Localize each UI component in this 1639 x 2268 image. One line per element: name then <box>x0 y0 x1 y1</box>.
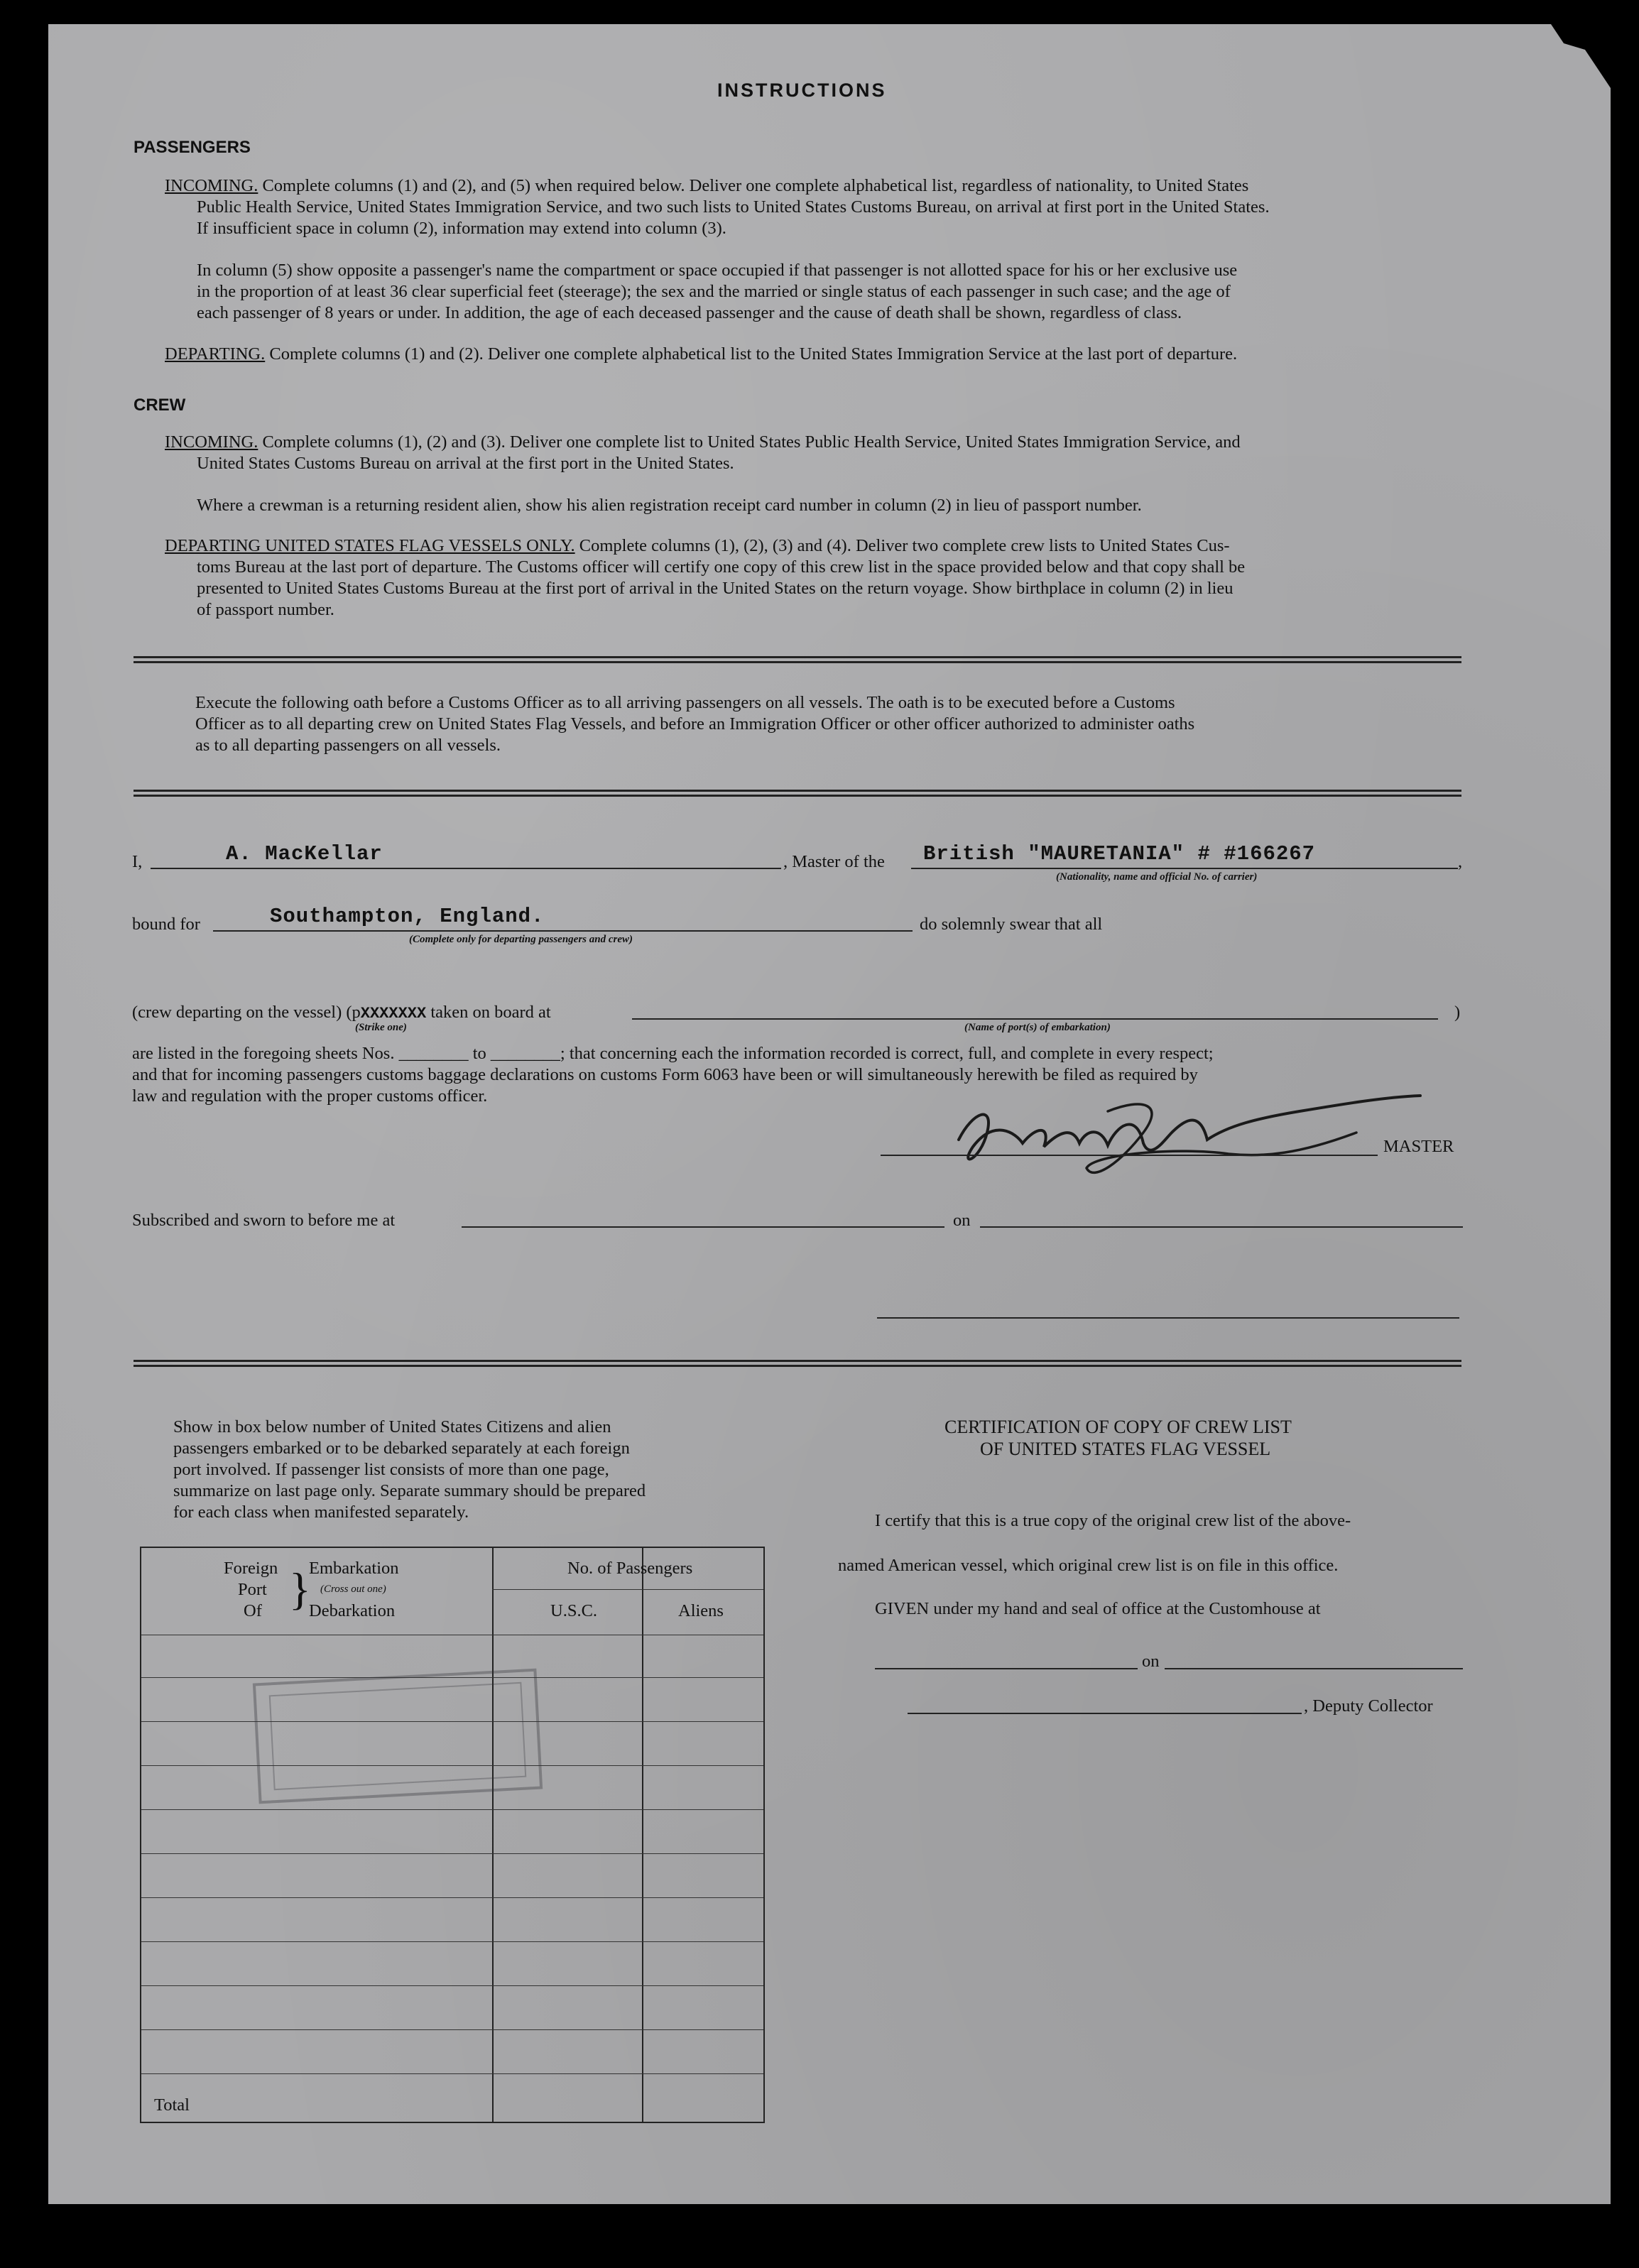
vessel-info: British "MAURETANIA" # #166267 <box>923 842 1316 866</box>
crew-heading: CREW <box>134 396 186 415</box>
taken-label: taken on board at <box>430 1003 551 1022</box>
vessel-line <box>911 868 1458 869</box>
summary-line3: port involved. If passenger list consists of more than one page, <box>173 1460 609 1479</box>
certification-line1: I certify that this is a true copy of the original crew list of the above- <box>875 1511 1351 1530</box>
divider-1 <box>134 656 1461 663</box>
close-paren: ) <box>1454 1003 1461 1022</box>
port-caption: (Name of port(s) of embarkation) <box>964 1022 1111 1033</box>
passengers-incoming-line2: Public Health Service, United States Immigration Service, and two such lists to United States Customs Bureau, on arrival at first port in the United States. <box>197 197 1270 217</box>
master-name-line <box>151 868 781 869</box>
crew-departing-label: DEPARTING UNITED STATES FLAG VESSELS ONLY. <box>165 536 575 555</box>
certification-heading2: OF UNITED STATES FLAG VESSEL <box>980 1439 1271 1459</box>
crew-returning-text: Where a crewman is a returning resident alien, show his alien registration receipt card number in column (2) in lieu of passport number. <box>197 496 1142 515</box>
crew-incoming-line1 <box>165 432 1461 453</box>
passengers-heading: PASSENGERS <box>134 138 251 157</box>
passengers-incoming-label: INCOMING. <box>165 176 258 195</box>
crew-incoming-line2: United States Customs Bureau on arrival at the first port in the United States. <box>197 454 734 473</box>
table-aliens: Aliens <box>678 1601 724 1620</box>
table-usc: U.S.C. <box>550 1601 598 1620</box>
table-row <box>141 1985 763 1986</box>
oath-instructions-line2: Officer as to all departing crew on United States Flag Vessels, and before an Immigration Officer or other officer authorized to administer oaths <box>195 714 1195 734</box>
swear-text: do solemnly swear that all <box>920 915 1103 934</box>
col5-line3: each passenger of 8 years or under. In addition, the age of each deceased passenger and the cause of death shall be shown, regardless of class. <box>197 303 1182 322</box>
crew-incoming-label: INCOMING. <box>165 432 258 452</box>
master-signature <box>930 1083 1442 1189</box>
table-row <box>141 1853 763 1854</box>
certification-line3: GIVEN under my hand and seal of office at the Customhouse at <box>875 1599 1321 1618</box>
page-title: INSTRUCTIONS <box>717 80 887 101</box>
destination: Southampton, England. <box>270 905 545 928</box>
passenger-summary-table <box>140 1547 765 2123</box>
divider-2 <box>134 790 1461 797</box>
table-cross-out: (Cross out one) <box>320 1583 386 1595</box>
sworn-date-line <box>980 1226 1463 1228</box>
sworn-on-label: on <box>953 1211 971 1230</box>
crew-departing-line1 <box>165 535 1461 557</box>
table-embarkation: Embarkation <box>309 1559 399 1578</box>
master-name: A. MacKellar <box>226 842 383 866</box>
col5-line1: In column (5) show opposite a passenger's name the compartment or space occupied if that passenger is not allotted space for his or her exclusive use <box>197 261 1238 280</box>
crew-departing-label <box>132 1002 551 1025</box>
listed-line2: and that for incoming passengers customs baggage declarations on customs Form 6063 have been or will simultaneously herewith be filed as required by <box>132 1065 1198 1084</box>
listed-line3: law and regulation with the proper customs officer. <box>132 1086 488 1106</box>
listed-line1: are listed in the foregoing sheets Nos. ________ to ________; that concerning each the information recorded is correct, full, and complete in every respect; <box>132 1044 1214 1063</box>
comma-1: , <box>1458 852 1463 871</box>
table-brace: } <box>289 1564 311 1614</box>
certification-line2: named American vessel, which original crew list is on file in this office. <box>838 1556 1339 1575</box>
crew-departing-prefix: (crew departing on the vessel) (p <box>132 1003 361 1022</box>
passengers-departing-line <box>165 344 1461 365</box>
crew-incoming-text: Complete columns (1), (2) and (3). Deliver one complete list to United States Public Health Service, United States Immigration Service, and <box>262 432 1241 452</box>
col5-line2: in the proportion of at least 36 clear superficial feet (steerage); the sex and the married or single status of each passenger in such case; and the age of <box>197 282 1231 301</box>
crew-departing-line3: presented to United States Customs Bureau at the first port of arrival in the United States on the return voyage. Show birthplace in column (2) in lieu <box>197 579 1234 598</box>
officer-signature-line <box>877 1317 1459 1319</box>
sworn-location-line <box>462 1226 944 1228</box>
summary-line4: summarize on last page only. Separate summary should be prepared <box>173 1481 646 1500</box>
table-row <box>141 1809 763 1810</box>
oath-i-label: I, <box>132 852 143 871</box>
summary-line2: passengers embarked or to be debarked separately at each foreign <box>173 1439 630 1458</box>
table-no-passengers: No. of Passengers <box>567 1559 693 1578</box>
passengers-departing-label: DEPARTING. <box>165 344 266 364</box>
table-row <box>141 2029 763 2030</box>
passengers-incoming-line1 <box>165 175 1461 197</box>
table-hline-subheader <box>492 1589 763 1590</box>
crew-departing-line4: of passport number. <box>197 600 334 619</box>
customhouse-line <box>875 1668 1138 1669</box>
table-debarkation: Debarkation <box>309 1601 396 1620</box>
table-port: Port <box>238 1580 267 1599</box>
certification-date-line <box>1165 1668 1463 1669</box>
master-of-label: , Master of the <box>783 852 885 871</box>
passengers-incoming-text: Complete columns (1) and (2), and (5) when required below. Deliver one complete alphabetical list, regardless of nationality, to United States <box>262 176 1249 195</box>
deputy-collector-line <box>908 1713 1302 1714</box>
port-stamp <box>253 1669 543 1804</box>
table-total: Total <box>154 2095 190 2115</box>
table-row <box>141 1897 763 1898</box>
divider-3 <box>134 1360 1461 1367</box>
crew-departing-text: Complete columns (1), (2), (3) and (4). Deliver two complete crew lists to United States Cus- <box>579 536 1230 555</box>
port-line <box>632 1018 1438 1020</box>
table-row <box>141 2073 763 2074</box>
crew-departing-line2: toms Bureau at the last port of departure. The Customs officer will certify one copy of this crew list in the space provided below and that copy shall be <box>197 557 1246 577</box>
subscribed-label: Subscribed and sworn to before me at <box>132 1211 396 1230</box>
destination-line <box>213 930 913 932</box>
deputy-collector-label: , Deputy Collector <box>1304 1696 1433 1716</box>
summary-line5: for each class when manifested separately. <box>173 1503 469 1522</box>
struck-text: XXXXXXX <box>360 1005 427 1023</box>
table-row <box>141 1941 763 1942</box>
master-signature-line <box>881 1155 1378 1156</box>
summary-line1: Show in box below number of United States Citizens and alien <box>173 1417 611 1436</box>
master-label: MASTER <box>1383 1137 1454 1156</box>
certification-heading1: CERTIFICATION OF COPY OF CREW LIST <box>944 1417 1292 1437</box>
table-foreign: Foreign <box>224 1559 278 1578</box>
oath-instructions-line3: as to all departing passengers on all vessels. <box>195 736 501 755</box>
oath-instructions-line1: Execute the following oath before a Customs Officer as to all arriving passengers on all vessels. The oath is to be executed before a Customs <box>195 693 1175 712</box>
table-of: Of <box>244 1601 262 1620</box>
strike-caption: (Strike one) <box>355 1022 407 1033</box>
certification-on-label: on <box>1142 1652 1160 1671</box>
torn-corner <box>1525 24 1611 88</box>
passengers-departing-text: Complete columns (1) and (2). Deliver one complete alphabetical list to the United States Immigration Service at the last port of departure. <box>269 344 1238 364</box>
bound-label: bound for <box>132 915 200 934</box>
passengers-incoming-line3: If insufficient space in column (2), information may extend into column (3). <box>197 219 726 238</box>
vessel-caption: (Nationality, name and official No. of carrier) <box>1056 871 1258 883</box>
destination-caption: (Complete only for departing passengers and crew) <box>409 934 633 945</box>
